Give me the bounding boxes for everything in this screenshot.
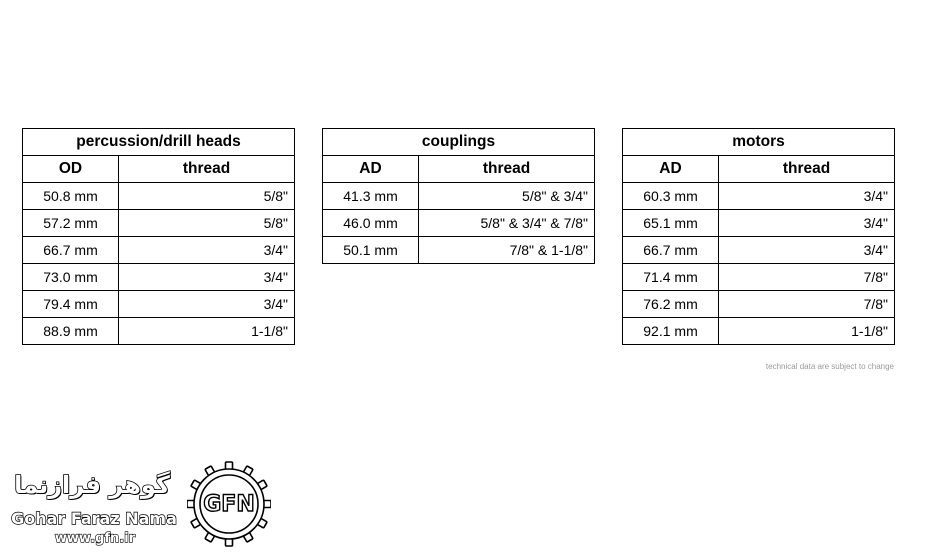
thread-cell: 3/4" xyxy=(119,237,295,264)
column-header-thread: thread xyxy=(119,156,295,183)
thread-cell: 7/8" xyxy=(719,264,895,291)
column-header-thread: thread xyxy=(719,156,895,183)
table-row xyxy=(23,291,295,318)
table-title: percussion/drill heads xyxy=(23,129,295,156)
ad-cell: 92.1 mm xyxy=(623,318,719,345)
thread-cell: 1-1/8" xyxy=(719,318,895,345)
table-title: couplings xyxy=(323,129,595,156)
thread-cell: 7/8" & 1-1/8" xyxy=(419,237,595,264)
ad-cell: 65.1 mm xyxy=(623,210,719,237)
od-cell: 88.9 mm xyxy=(23,318,119,345)
ad-cell: 46.0 mm xyxy=(323,210,419,237)
table-row xyxy=(23,237,295,264)
thread-cell: 3/4" xyxy=(119,264,295,291)
thread-cell: 3/4" xyxy=(119,291,295,318)
table-row xyxy=(623,183,895,210)
table-row xyxy=(623,210,895,237)
ad-cell: 66.7 mm xyxy=(623,237,719,264)
thread-cell: 7/8" xyxy=(719,291,895,318)
ad-cell: 71.4 mm xyxy=(623,264,719,291)
table-row xyxy=(323,237,595,264)
thread-cell: 3/4" xyxy=(719,183,895,210)
logo-website: www.gfn.ir xyxy=(54,531,136,546)
gear-emblem-letters: GFN xyxy=(203,492,255,517)
thread-cell: 3/4" xyxy=(719,237,895,264)
percussion-drill-heads-table xyxy=(22,128,295,345)
gear-emblem-icon xyxy=(187,459,271,549)
table-row xyxy=(23,318,295,345)
thread-cell: 5/8" xyxy=(119,210,295,237)
motors-table xyxy=(622,128,895,345)
ad-cell: 76.2 mm xyxy=(623,291,719,318)
thread-cell: 5/8" & 3/4" xyxy=(419,183,595,210)
thread-cell: 3/4" xyxy=(719,210,895,237)
table-row xyxy=(23,183,295,210)
table-row xyxy=(323,210,595,237)
od-cell: 57.2 mm xyxy=(23,210,119,237)
ad-cell: 60.3 mm xyxy=(623,183,719,210)
disclaimer-note: technical data are subject to change xyxy=(765,362,894,371)
table-row xyxy=(623,237,895,264)
ad-cell: 41.3 mm xyxy=(323,183,419,210)
thread-cell: 5/8" xyxy=(119,183,295,210)
table-row xyxy=(623,264,895,291)
table-row xyxy=(623,291,895,318)
od-cell: 50.8 mm xyxy=(23,183,119,210)
table-row xyxy=(323,183,595,210)
thread-cell: 5/8" & 3/4" & 7/8" xyxy=(419,210,595,237)
column-header-ad: AD xyxy=(323,156,419,183)
column-header-od: OD xyxy=(23,156,119,183)
od-cell: 79.4 mm xyxy=(23,291,119,318)
column-header-thread: thread xyxy=(419,156,595,183)
thread-cell: 1-1/8" xyxy=(119,318,295,345)
couplings-table xyxy=(322,128,595,264)
table-title: motors xyxy=(623,129,895,156)
logo-name-persian: گوهر فرازنما xyxy=(14,471,170,499)
od-cell: 66.7 mm xyxy=(23,237,119,264)
table-row xyxy=(623,318,895,345)
logo-name-english: Gohar Faraz Nama xyxy=(11,509,177,528)
company-logo xyxy=(0,455,275,555)
ad-cell: 50.1 mm xyxy=(323,237,419,264)
column-header-ad: AD xyxy=(623,156,719,183)
od-cell: 73.0 mm xyxy=(23,264,119,291)
table-row xyxy=(23,264,295,291)
table-row xyxy=(23,210,295,237)
